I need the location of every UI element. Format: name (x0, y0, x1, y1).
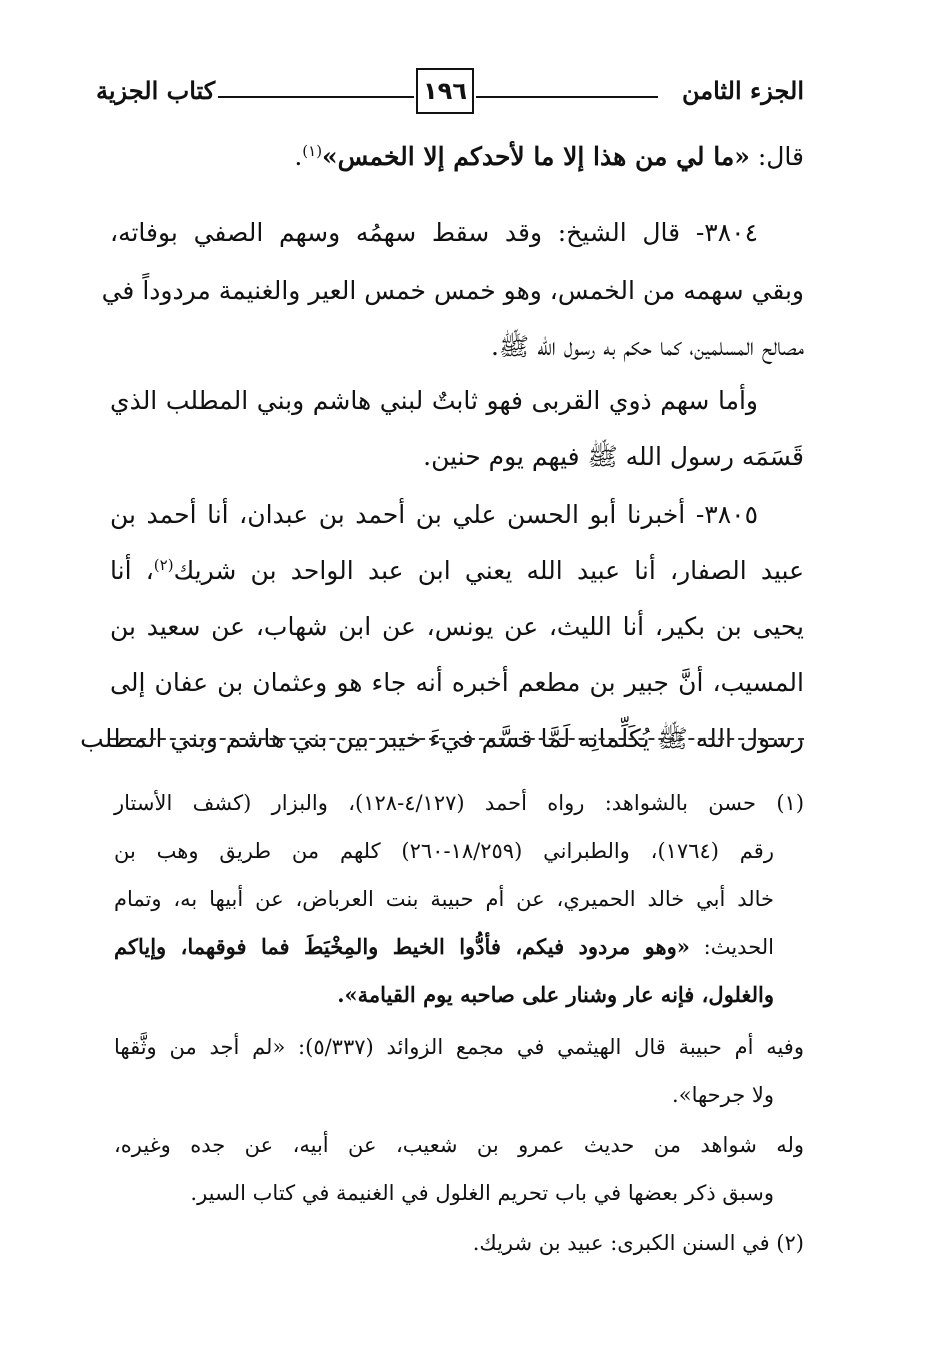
page-header (96, 68, 804, 126)
footnote-line: ولا جرحها». (672, 1083, 774, 1107)
text-segment: الحديث: (689, 935, 774, 959)
book-title: كتاب الجزية (96, 76, 216, 105)
hadith-quote: والغلول، فإنه عار وشنار على صاحبه يوم القيامة». (337, 982, 774, 1007)
volume-title: الجزء الثامن (681, 76, 804, 105)
footnote-line: وسبق ذكر بعضها في باب تحريم الغلول في الغنيمة في كتاب السير. (190, 1181, 774, 1205)
footnote-separator (110, 738, 804, 740)
footnote-line: (٢) في السنن الكبرى: عبيد بن شريك. (472, 1231, 804, 1255)
page-number: ١٩٦ (416, 68, 474, 114)
text-segment: ، أنا (110, 556, 154, 585)
text-line: يحيى بن بكير، أنا الليث، عن يونس، عن ابن شهاب، عن سعيد بن (110, 612, 804, 641)
footnote-line: رقم (١٧٦٤)، والطبراني (١٨/٢٥٩-٢٦٠) كلهم من طريق وهب بن (114, 839, 774, 863)
text-line: ٣٨٠٤- قال الشيخ: وقد سقط سهمُه وسهم الصفي بوفاته، (110, 218, 758, 247)
text-line: قَسَمَه رسول الله ﷺ فيهم يوم حنين. (423, 442, 804, 471)
hadith-quote: «وهو مردود فيكم، فأدُّوا الخيط والمِخْيَطَ فما فوقهما، وإياكم (114, 934, 690, 959)
text-segment: عبيد الصفار، أنا عبيد الله يعني ابن عبد الواحد بن شريك (173, 556, 804, 585)
text-line: وأما سهم ذوي القربى فهو ثابتٌ لبني هاشم وبني المطلب الذي (110, 386, 758, 415)
header-rule (218, 96, 414, 98)
footnote-line: (١) حسن بالشواهد: رواه أحمد (٤/١٢٧-١٢٨)، والبزار (كشف الأستار (114, 791, 805, 815)
text-line: وبقي سهمه من الخمس، وهو خمس خمس العير والغنيمة مردوداً في (101, 276, 804, 305)
text-line (110, 140, 804, 174)
footnote-line: وفيه أم حبيبة قال الهيثمي في مجمع الزوائد (٥/٣٣٧): «لم أجد من وثَّقها (114, 1035, 804, 1059)
text-line (110, 554, 804, 588)
text-line: ٣٨٠٥- أخبرنا أبو الحسن علي بن أحمد بن عبدان، أنا أحمد بن (110, 500, 758, 529)
footnote-line (114, 980, 804, 1010)
footnote-ref: (١) (302, 142, 323, 160)
text-line: مصالح المسلمين، كما حكم به رسول الله ﷺ. (490, 332, 804, 361)
text-line: رسول الله ﷺ يُكَلِّمانِه لَمَّا قسَّم فيءَ خيبر بين بني هاشم وبني المطلب (80, 724, 804, 753)
footnote-line (114, 932, 804, 962)
hadith-quote: «ما لي من هذا إلا ما لأحدكم إلا الخمس» (322, 142, 750, 171)
text-segment: قال: (749, 142, 804, 171)
text-line: المسيب، أنَّ جبير بن مطعم أخبره أنه جاء هو وعثمان بن عفان إلى (110, 668, 804, 697)
text-segment: . (294, 142, 303, 171)
footnote-ref: (٢) (153, 556, 174, 574)
header-rule (476, 96, 658, 98)
footnote-line: خالد أبي خالد الحميري، عن أم حبيبة بنت العرباض، عن أبيها به، وتمام (114, 887, 774, 911)
footnote-line: وله شواهد من حديث عمرو بن شعيب، عن أبيه، عن جده وغيره، (114, 1133, 804, 1157)
